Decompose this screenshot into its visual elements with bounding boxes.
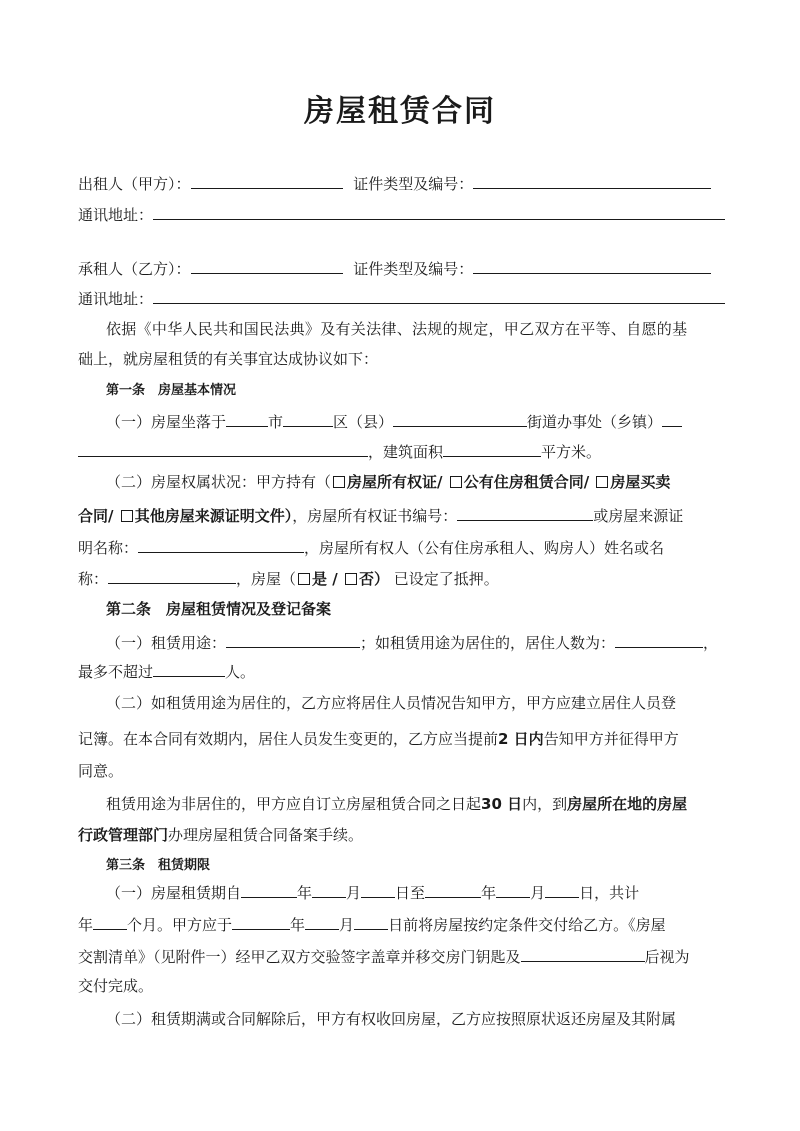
article-3-clause-1-line-4: 交付完成。 <box>78 977 154 995</box>
mortgage-yes-checkbox[interactable] <box>298 573 310 585</box>
city-field[interactable] <box>226 409 268 427</box>
lessor-address-field[interactable] <box>153 202 725 220</box>
lessor-address-line <box>78 202 728 226</box>
start-month-field[interactable] <box>312 880 346 898</box>
document-title: 房屋租赁合同 <box>304 94 496 129</box>
month-label: 月 <box>530 884 546 902</box>
public-housing-checkbox[interactable] <box>450 476 462 488</box>
lessor-label: 出租人（甲方）： <box>78 175 191 193</box>
lessee-line <box>78 256 728 280</box>
end-year-field[interactable] <box>425 880 481 898</box>
street-field[interactable] <box>393 409 527 427</box>
handover-items-field[interactable] <box>521 944 645 962</box>
handover-complete-label: 后视为 <box>644 948 690 966</box>
notice-text: 记簿。在本合同有效期内，居住人员发生变更的，乙方应当提前 <box>78 730 499 748</box>
lessor-name-field[interactable] <box>191 171 343 189</box>
total-label: 日，共计 <box>579 884 640 902</box>
article-3-heading: 第三条 租赁期限 <box>106 858 211 873</box>
start-day-field[interactable] <box>361 880 395 898</box>
article-2-clause-1-line-1 <box>106 630 728 654</box>
township-field[interactable] <box>662 409 682 427</box>
filing-authority-cont: 行政管理部门 <box>78 826 169 844</box>
notice-text-cont: 告知甲方并征得甲方 <box>543 730 679 748</box>
month-label: 月 <box>339 916 355 934</box>
mortgage-label: ，房屋（ <box>236 570 297 588</box>
year-label: 年 <box>78 916 94 934</box>
max-occupants-label: 最多不超过 <box>78 663 154 681</box>
lessor-address-label: 通讯地址： <box>78 206 154 224</box>
article-1-clause-2-line-3 <box>78 535 728 559</box>
lessee-address-line <box>78 286 728 310</box>
lessor-id-label: 证件类型及编号： <box>353 175 474 193</box>
article-2-clause-2-line-2 <box>78 728 728 750</box>
proof-name-label-cont: 明名称： <box>78 539 139 557</box>
article-2-clause-3-line-2 <box>78 824 728 846</box>
certificate-number-label: ，房屋所有权证书编号： <box>292 507 458 525</box>
mortgage-no-option: 否） <box>358 570 389 588</box>
end-month-field[interactable] <box>496 880 530 898</box>
purchase-contract-option: 房屋买卖 <box>610 473 671 491</box>
occupants-label: ；如租赁用途为居住的，居住人数为： <box>360 634 616 652</box>
article-2-clause-2-line-1: （二）如租赁用途为居住的，乙方应将居住人员情况告知甲方，甲方应建立居住人员登 <box>106 694 677 712</box>
year-label: 年 <box>297 884 313 902</box>
year-label: 年 <box>290 916 306 934</box>
lessee-address-label: 通讯地址： <box>78 290 154 308</box>
district-label: 区（县） <box>333 413 394 431</box>
other-proof-checkbox[interactable] <box>121 510 133 522</box>
proof-name-field[interactable] <box>138 535 304 553</box>
max-occupants-unit: 人。 <box>225 663 256 681</box>
article-3-clause-1-line-2 <box>78 912 728 936</box>
handover-year-field[interactable] <box>232 912 290 930</box>
article-1-clause-2-line-1 <box>106 471 728 493</box>
floor-area-field[interactable] <box>443 439 541 457</box>
district-field[interactable] <box>283 409 333 427</box>
article-1-clause-1-line-1 <box>106 409 728 433</box>
article-3-clause-2-line-1: （二）租赁期满或合同解除后，甲方有权收回房屋，乙方应按照原状返还房屋及其附属 <box>106 1010 677 1028</box>
filing-text-end: 办理房屋租赁合同备案手续。 <box>168 826 364 844</box>
max-occupants-field[interactable] <box>153 659 225 677</box>
public-housing-option: 公有住房租赁合同/ <box>463 473 595 491</box>
lessor-line <box>78 171 728 195</box>
floor-area-label: ，建筑面积 <box>368 443 444 461</box>
article-2-clause-2-line-3: 同意。 <box>78 762 124 780</box>
mortgage-no-checkbox[interactable] <box>345 573 357 585</box>
handover-label: 个月。甲方应于 <box>127 916 233 934</box>
purchase-contract-checkbox[interactable] <box>596 476 608 488</box>
article-1-heading: 第一条 房屋基本情况 <box>106 383 237 398</box>
filing-days: 30 日 <box>481 795 523 813</box>
owner-name-label: ，房屋所有权人（公有住房承租人、购房人）姓名或名 <box>304 539 665 557</box>
occupants-comma: ， <box>703 634 719 652</box>
article-2-clause-3-line-1 <box>106 793 728 815</box>
lease-purpose-label: （一）租赁用途： <box>106 634 227 652</box>
article-1-clause-2-line-2 <box>78 503 728 527</box>
purchase-contract-option-cont: 合同/ <box>78 507 119 525</box>
filing-authority: 房屋所在地的房屋 <box>567 795 688 813</box>
other-proof-option: 其他房屋来源证明文件） <box>134 507 293 525</box>
property-certificate-option: 房屋所有权证/ <box>347 473 448 491</box>
location-label: （一）房屋坐落于 <box>106 413 227 431</box>
article-1-clause-2-line-4 <box>78 566 728 590</box>
lessor-id-field[interactable] <box>473 171 711 189</box>
notice-days: 2 日内 <box>498 730 544 748</box>
certificate-number-field[interactable] <box>457 503 593 521</box>
lease-purpose-field[interactable] <box>226 630 360 648</box>
lessee-id-label: 证件类型及编号： <box>353 260 474 278</box>
year-label: 年 <box>481 884 497 902</box>
address-detail-field[interactable] <box>78 439 368 457</box>
article-2-clause-1-line-2 <box>78 659 728 683</box>
filing-text-cont: 内，到 <box>522 795 568 813</box>
proof-name-label: 或房屋来源证 <box>593 507 684 525</box>
ownership-label: （二）房屋权属状况：甲方持有（ <box>106 473 332 491</box>
lessee-name-field[interactable] <box>191 256 343 274</box>
occupants-field[interactable] <box>615 630 703 648</box>
street-office-label: 街道办事处（乡镇） <box>527 413 663 431</box>
article-2-heading: 第二条 房屋租赁情况及登记备案 <box>106 600 332 618</box>
lessee-address-field[interactable] <box>153 286 725 304</box>
mortgage-yes-option: 是 / <box>312 570 343 588</box>
intro-line-1: 依据《中华人民共和国民法典》及有关法律、法规的规定，甲乙双方在平等、自愿的基 <box>106 320 688 338</box>
handover-day-field[interactable] <box>354 912 388 930</box>
handover-list-text: 交割清单》（见附件一）经甲乙双方交验签字盖章并移交房门钥匙及 <box>78 948 521 966</box>
city-label: 市 <box>268 413 284 431</box>
day-to-label: 日至 <box>395 884 426 902</box>
lessee-id-field[interactable] <box>473 256 711 274</box>
handover-month-field[interactable] <box>305 912 339 930</box>
end-day-field[interactable] <box>545 880 579 898</box>
start-year-field[interactable] <box>241 880 297 898</box>
mortgage-suffix: 已设定了抵押。 <box>388 570 499 588</box>
total-months-field[interactable] <box>93 912 127 930</box>
article-3-clause-1-line-3 <box>78 944 728 968</box>
area-unit-label: 平方米。 <box>541 443 602 461</box>
intro-line-2: 础上，就房屋租赁的有关事宜达成协议如下： <box>78 350 379 368</box>
article-3-clause-1-line-1 <box>106 880 728 904</box>
lease-term-label: （一）房屋租赁期自 <box>106 884 242 902</box>
month-label: 月 <box>346 884 362 902</box>
owner-name-label-cont: 称： <box>78 570 109 588</box>
filing-text: 租赁用途为非居住的，甲方应自订立房屋租赁合同之日起 <box>106 795 482 813</box>
property-certificate-checkbox[interactable] <box>333 476 345 488</box>
lessee-label: 承租人（乙方）： <box>78 260 191 278</box>
owner-name-field[interactable] <box>108 566 236 584</box>
article-1-clause-1-line-2 <box>78 439 728 463</box>
handover-text: 日前将房屋按约定条件交付给乙方。《房屋 <box>388 916 666 934</box>
